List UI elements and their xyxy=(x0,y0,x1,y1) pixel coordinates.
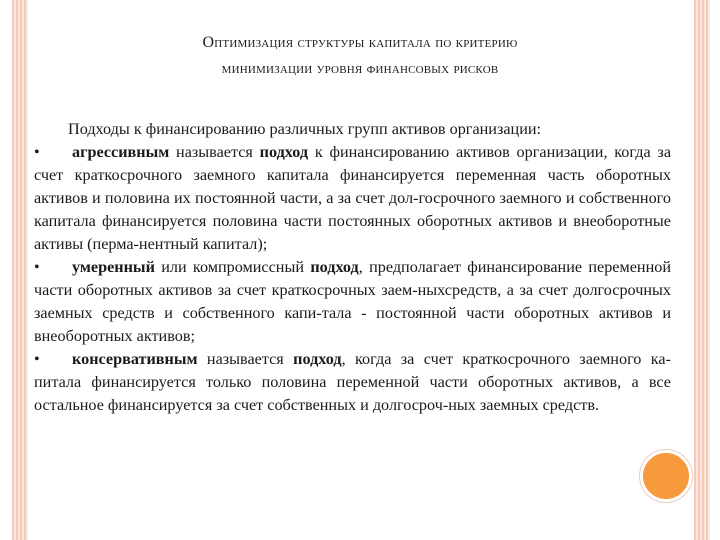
slide-title xyxy=(50,30,670,82)
item1-mid: называется xyxy=(169,143,260,161)
intro-text: Подходы к финансированию различных групп активов организации: xyxy=(68,120,542,138)
list-item-conservative xyxy=(34,348,671,417)
bullet: • xyxy=(34,350,40,368)
item3-mid: называется xyxy=(197,350,294,368)
term-aggressive: агрессивным xyxy=(72,143,170,161)
item2-mid: или компромиссный xyxy=(154,258,311,276)
right-border-stripe xyxy=(694,0,710,540)
bullet: • xyxy=(34,258,40,276)
orange-circle-decoration xyxy=(640,450,692,502)
item2-text: , предполагает финансирование переменной части оборотных активов за счет краткосрочных заем-ныхсредств, а за счет долгосрочных заемных средств и собственного капи-тала - постоянной части оборотных активов и внеоборотных активов; xyxy=(34,258,672,345)
left-border-stripe xyxy=(12,0,28,540)
item1-text: к финансированию активов организации, когда за счет краткосрочного заемного капитала финансируется переменная часть оборотных активов и половина их постоянной части, а за счет дол-госрочного заемного и собственного капитала финансируется половина части постоянных оборотных активов и внеоборотные активы (перма-нентный капитал); xyxy=(34,143,672,253)
term-approach-1: подход xyxy=(259,143,309,161)
term-approach-2: подход xyxy=(310,258,359,276)
term-approach-3: подход xyxy=(293,350,342,368)
term-conservative: консервативным xyxy=(72,350,198,368)
term-moderate: умеренный xyxy=(72,258,155,276)
slide-body xyxy=(34,118,671,417)
bullet: • xyxy=(34,143,40,161)
list-item-moderate xyxy=(34,256,671,348)
list-item-aggressive xyxy=(34,141,671,256)
item3-text: , когда за счет краткосрочного заемного ка-питала финансируется только половина переменной части оборотных активов, а все остальное финансируется за счет собственных и долгосроч-ных заемных средств. xyxy=(34,350,671,414)
title-line-2: минимизации уровня финансовых рисков xyxy=(221,60,499,77)
title-line-1: Оптимизация структуры капитала по критерию xyxy=(202,34,518,51)
